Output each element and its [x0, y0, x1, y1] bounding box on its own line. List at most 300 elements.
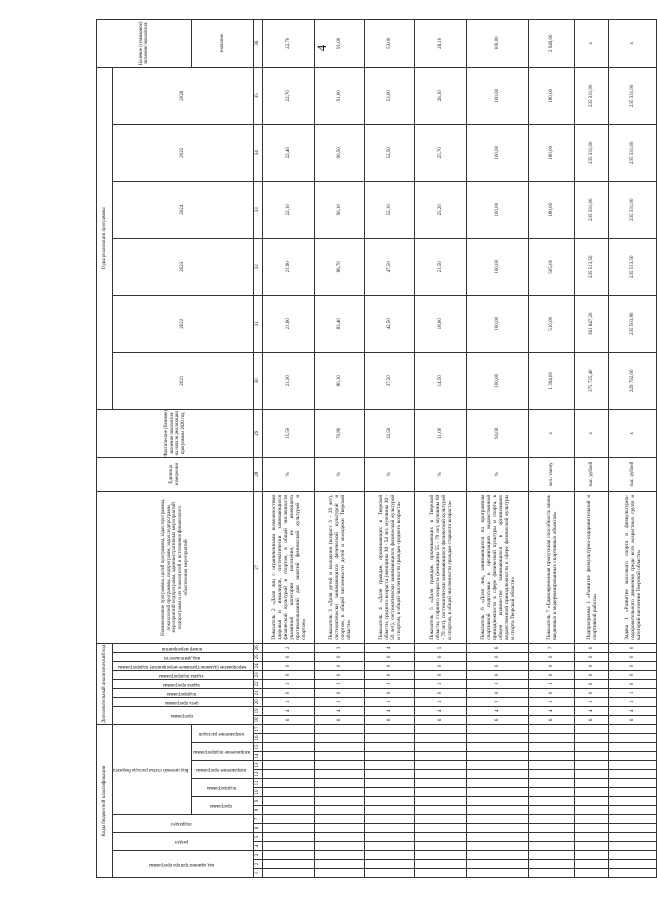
column-number: 8	[254, 806, 263, 815]
code-cell	[609, 779, 657, 788]
header-add-col	[113, 670, 254, 679]
header-label: подраздел	[171, 821, 193, 827]
row-year-value: 180,00	[529, 124, 575, 181]
code-cell	[529, 770, 575, 779]
code-cell	[365, 842, 415, 851]
code-cell	[467, 851, 529, 860]
code-cell	[609, 724, 657, 733]
row-year-value: 100,00	[467, 181, 529, 238]
code-cell	[415, 869, 467, 878]
code-cell: 6	[315, 715, 365, 724]
code-cell	[415, 752, 467, 761]
code-cell	[467, 788, 529, 797]
code-cell	[263, 779, 315, 788]
row-name: Показатель 7 «Единовременная пропускная способность вновь введенных и модернизированных спортивных объектов»	[529, 491, 575, 643]
header-year: 2026	[113, 67, 254, 124]
row-year-value: 235 503,80	[609, 295, 657, 352]
code-cell: 0	[575, 679, 609, 688]
code-cell	[415, 788, 467, 797]
row-target-value: 26,10	[415, 19, 467, 67]
code-cell	[365, 752, 415, 761]
code-cell	[315, 860, 365, 869]
row-year-value: 1 394,00	[529, 352, 575, 409]
row-year-value: 22,10	[263, 181, 315, 238]
code-cell: 0	[575, 670, 609, 679]
row-year-value: 21,60	[263, 295, 315, 352]
code-cell: 4	[467, 706, 529, 715]
code-cell	[609, 770, 657, 779]
code-cell	[415, 860, 467, 869]
column-number: 2	[254, 860, 263, 869]
code-cell: 1	[467, 697, 529, 706]
code-cell	[467, 734, 529, 743]
code-cell: 0	[315, 670, 365, 679]
header-section	[113, 833, 254, 851]
row-year-value: 361 647,20	[575, 295, 609, 352]
code-cell: 0	[415, 688, 467, 697]
code-cell	[467, 815, 529, 824]
code-cell	[529, 752, 575, 761]
header-code-admin	[113, 851, 254, 878]
code-cell	[609, 860, 657, 869]
column-number: 27	[254, 491, 263, 643]
column-number: 14	[254, 752, 263, 761]
row-year-value: 180,00	[529, 67, 575, 124]
header-add-col	[113, 697, 254, 706]
code-cell: 1	[529, 697, 575, 706]
header-label: Код целевой статьи расхода бюджета	[113, 767, 189, 773]
code-cell	[365, 824, 415, 833]
header-label: цель программы	[164, 699, 199, 705]
code-cell	[415, 815, 467, 824]
row-unit: %	[415, 457, 467, 491]
column-number: 36	[254, 19, 263, 67]
column-number: 32	[254, 238, 263, 295]
row-unit: тыс. рублей	[575, 457, 609, 491]
code-cell: 6	[365, 715, 415, 724]
header-program-direction	[192, 761, 254, 779]
row-unit: %	[315, 457, 365, 491]
table-row	[467, 19, 529, 877]
row-target-value: х	[575, 19, 609, 67]
code-cell: 1	[365, 697, 415, 706]
column-number: 16	[254, 734, 263, 743]
row-year-value: 235 331,00	[575, 181, 609, 238]
code-cell	[315, 761, 365, 770]
header-add-col	[113, 661, 254, 670]
header-label: раздел	[175, 839, 189, 845]
code-cell: 4	[575, 706, 609, 715]
row-year-value: 100,00	[467, 352, 529, 409]
header-label: программа	[170, 713, 193, 719]
code-cell	[575, 724, 609, 733]
row-fact-value: 70,80	[315, 409, 365, 457]
code-cell	[415, 797, 467, 806]
row-year-value: 235 331,00	[575, 124, 609, 181]
code-cell	[575, 797, 609, 806]
code-cell	[529, 797, 575, 806]
code-cell: 1	[609, 688, 657, 697]
column-number: 34	[254, 124, 263, 181]
row-unit: %	[365, 457, 415, 491]
column-number: 29	[254, 409, 263, 457]
code-cell: 0	[609, 679, 657, 688]
code-cell	[315, 779, 365, 788]
code-cell	[263, 734, 315, 743]
code-cell	[575, 788, 609, 797]
code-cell: 6	[575, 715, 609, 724]
code-cell	[263, 761, 315, 770]
column-number: 1	[254, 869, 263, 878]
code-cell: 5	[415, 643, 467, 652]
code-cell: 1	[609, 697, 657, 706]
code-cell	[263, 851, 315, 860]
code-cell	[467, 833, 529, 842]
header-add-col	[113, 688, 254, 697]
code-cell: 0	[263, 688, 315, 697]
code-cell: 1	[529, 679, 575, 688]
code-cell: 6	[529, 715, 575, 724]
code-cell	[575, 743, 609, 752]
code-cell	[263, 724, 315, 733]
code-cell	[529, 743, 575, 752]
row-fact-value: х	[575, 409, 609, 457]
row-year-value: 80,10	[315, 352, 365, 409]
code-cell: 2	[263, 643, 315, 652]
column-number: 9	[254, 797, 263, 806]
row-name: Подпрограмма 1 «Развитие физкультурно-оздоровительной и спортивной работы»	[575, 491, 609, 643]
code-cell	[263, 788, 315, 797]
row-year-value: 91,00	[315, 67, 365, 124]
table-row	[529, 19, 575, 877]
row-target-value: 91,00	[315, 19, 365, 67]
code-cell: 3	[315, 643, 365, 652]
column-number: 18	[254, 715, 263, 724]
row-year-value: 90,10	[315, 181, 365, 238]
row-name: Задача 1 «Развитие массового спорта и физкультурно-оздоровительного движения среди всех возрастных групп и категорий населения Тверской области»	[609, 491, 657, 643]
code-cell: 0	[365, 688, 415, 697]
code-cell	[467, 797, 529, 806]
code-cell	[315, 833, 365, 842]
code-cell	[263, 860, 315, 869]
code-cell: 6	[415, 715, 467, 724]
row-fact-value: х	[529, 409, 575, 457]
header-expense-direction	[192, 724, 254, 742]
code-cell	[263, 797, 315, 806]
column-number: 28	[254, 457, 263, 491]
code-cell	[263, 752, 315, 761]
row-year-value: 235 331,00	[575, 67, 609, 124]
code-cell: 7	[529, 643, 575, 652]
column-number: 3	[254, 851, 263, 860]
code-cell	[529, 779, 575, 788]
row-year-value: 235 513,50	[609, 238, 657, 295]
row-year-value: 22,40	[263, 124, 315, 181]
row-year-value: 235 513,50	[575, 238, 609, 295]
code-cell	[415, 851, 467, 860]
row-unit: %	[263, 457, 315, 491]
row-year-value: 100,00	[467, 295, 529, 352]
code-cell	[529, 761, 575, 770]
code-cell	[467, 724, 529, 733]
column-number: 7	[254, 815, 263, 824]
code-cell	[609, 797, 657, 806]
code-cell: 1	[415, 679, 467, 688]
code-cell	[575, 806, 609, 815]
row-year-value: 100,00	[467, 238, 529, 295]
code-cell	[609, 734, 657, 743]
row-year-value: 90,50	[315, 124, 365, 181]
table-row	[365, 19, 415, 877]
header-codes-group: Коды бюджетной классификации	[97, 724, 113, 877]
row-year-value: 83,40	[315, 295, 365, 352]
code-cell	[467, 770, 529, 779]
row-unit: %	[467, 457, 529, 491]
header-fact: Фактическое (базовое) значение показателя на начало реализации программы 2020 год	[97, 409, 254, 457]
code-cell	[415, 779, 467, 788]
code-cell: 6	[609, 715, 657, 724]
column-number: 4	[254, 842, 263, 851]
column-number: 25	[254, 652, 263, 661]
header-label: вид деятельности	[163, 654, 200, 660]
code-cell	[315, 806, 365, 815]
code-cell	[467, 842, 529, 851]
code-cell	[575, 761, 609, 770]
code-cell: 0	[529, 670, 575, 679]
code-cell	[263, 770, 315, 779]
column-number: 15	[254, 743, 263, 752]
row-year-value: 180,00	[529, 181, 575, 238]
code-cell	[467, 824, 529, 833]
header-subsection	[113, 815, 254, 833]
code-cell	[315, 770, 365, 779]
row-year-value: 375 725,40	[575, 352, 609, 409]
code-cell	[365, 869, 415, 878]
code-cell	[609, 842, 657, 851]
code-cell	[263, 806, 315, 815]
row-year-value: 510,00	[529, 295, 575, 352]
code-cell	[609, 824, 657, 833]
row-fact-value: 93,00	[467, 409, 529, 457]
code-cell	[529, 860, 575, 869]
code-cell: 0	[609, 652, 657, 661]
header-year: 2022	[113, 295, 254, 352]
code-cell	[415, 806, 467, 815]
code-cell	[529, 734, 575, 743]
row-year-value: 25,20	[415, 181, 467, 238]
rotated-table-container	[96, 21, 642, 878]
row-unit: тыс. рублей	[609, 457, 657, 491]
header-year: 2023	[113, 238, 254, 295]
row-year-value: 47,50	[365, 238, 415, 295]
code-cell: 0	[315, 652, 365, 661]
code-cell	[415, 833, 467, 842]
row-fact-value: х	[609, 409, 657, 457]
row-fact-value: 32,50	[365, 409, 415, 457]
header-label: номер мероприятия	[161, 645, 202, 651]
code-cell	[365, 833, 415, 842]
code-cell	[315, 743, 365, 752]
code-cell	[575, 833, 609, 842]
code-cell	[365, 797, 415, 806]
code-cell: 6	[467, 643, 529, 652]
row-year-value: 18,00	[415, 295, 467, 352]
header-target-article	[113, 724, 192, 814]
row-target-value: 53,00	[365, 19, 415, 67]
code-cell: 4	[415, 706, 467, 715]
code-cell: 0	[365, 652, 415, 661]
row-year-value: 52,10	[365, 181, 415, 238]
code-cell	[609, 788, 657, 797]
row-fact-value: 11,00	[415, 409, 467, 457]
code-cell: 0	[575, 688, 609, 697]
column-number: 30	[254, 352, 263, 409]
row-year-value: 235 331,00	[609, 67, 657, 124]
code-cell: 0	[467, 661, 529, 670]
row-year-value: 100,00	[467, 67, 529, 124]
table-row	[415, 19, 467, 877]
header-additional-code: Дополнительный аналитический код	[97, 643, 113, 724]
code-cell: 0	[575, 643, 609, 652]
code-cell	[575, 824, 609, 833]
code-cell: 0	[609, 670, 657, 679]
code-cell	[263, 815, 315, 824]
column-number: 11	[254, 779, 263, 788]
code-cell: 0	[467, 670, 529, 679]
row-year-value: 86,70	[315, 238, 365, 295]
code-cell	[575, 842, 609, 851]
code-cell	[315, 797, 365, 806]
row-target-value: х	[609, 19, 657, 67]
header-label: подпрограмма	[206, 785, 237, 791]
row-year-value: 25,70	[415, 124, 467, 181]
header-label: код администратора программы	[149, 861, 215, 867]
code-cell: 1	[467, 679, 529, 688]
code-cell	[609, 851, 657, 860]
code-cell	[575, 770, 609, 779]
code-cell	[575, 752, 609, 761]
row-name: Показатель 5 «Доля граждан, проживающих в Тверской области, старшего возраста (женщины 55 - 79 лет, мужчины 60 - 79 лет), систематически занимающихся физической культурой и спортом, в общей численности граждан старшего возраста»	[415, 491, 467, 643]
column-number: 10	[254, 788, 263, 797]
header-year: 2024	[113, 181, 254, 238]
code-cell: 0	[575, 652, 609, 661]
row-year-value: 235 331,00	[609, 181, 657, 238]
code-cell	[365, 806, 415, 815]
code-cell	[575, 779, 609, 788]
code-cell	[529, 806, 575, 815]
code-cell: 4	[365, 706, 415, 715]
code-cell	[263, 833, 315, 842]
column-number: 31	[254, 295, 263, 352]
row-year-value: 42,50	[365, 295, 415, 352]
row-fact-value: 15,50	[263, 409, 315, 457]
code-cell	[575, 815, 609, 824]
code-cell: 0	[575, 661, 609, 670]
code-cell	[263, 743, 315, 752]
table-row	[609, 19, 657, 877]
code-cell	[529, 788, 575, 797]
code-cell	[467, 761, 529, 770]
header-label: направление подпрограммы	[192, 749, 251, 755]
page-number: 4	[314, 44, 329, 52]
header-add-program	[113, 706, 254, 724]
code-cell	[609, 815, 657, 824]
row-year-value: 100,00	[467, 124, 529, 181]
code-cell	[467, 860, 529, 869]
header-subprogram	[192, 779, 254, 797]
code-cell	[365, 734, 415, 743]
header-row	[97, 19, 113, 877]
header-add-col	[113, 652, 254, 661]
code-cell: 6	[467, 715, 529, 724]
code-cell: 0	[365, 661, 415, 670]
code-cell: 0	[263, 652, 315, 661]
table-row	[315, 19, 365, 877]
row-year-value: 21,30	[263, 352, 315, 409]
code-cell	[315, 824, 365, 833]
code-cell	[315, 815, 365, 824]
code-cell	[365, 779, 415, 788]
code-cell	[263, 824, 315, 833]
row-year-value: 21,50	[415, 238, 467, 295]
code-cell: 4	[365, 643, 415, 652]
row-year-value: 229 792,00	[609, 352, 657, 409]
row-name: Показатель 4 «Доля граждан, проживающих в Тверской области, среднего возраста (женщины 30 - 54 лет, мужчины 30 - 59 лет), систематически занимающихся физической культурой и спортом, в общей численности граждан среднего возраста»	[365, 491, 415, 643]
code-cell: 0	[529, 652, 575, 661]
code-cell: 4	[315, 706, 365, 715]
code-cell: 0	[467, 688, 529, 697]
column-number: 33	[254, 181, 263, 238]
row-name: Показатель 2 «Доля лиц с ограниченными возможностями здоровья и инвалидов, систематически занимающихся физической культурой и спортом, в общей численности указанной категории населения, не имеющего противопоказаний для занятий физической культурой и спортом»	[263, 491, 315, 643]
column-number: 35	[254, 67, 263, 124]
code-cell	[415, 761, 467, 770]
code-cell	[575, 851, 609, 860]
code-cell	[609, 761, 657, 770]
code-cell	[529, 824, 575, 833]
row-name: Показатель 6 «Доля лиц, занимающихся по программам спортивной подготовки в организациях ведомственной принадлежности к сфере физической культуры и спорта, в общем количестве занимающихся в организациях ведомственной принадлежности к сфере физической культуры и спорта Тверской области»	[467, 491, 529, 643]
code-cell	[315, 851, 365, 860]
code-cell	[415, 743, 467, 752]
code-cell: 0	[609, 661, 657, 670]
code-cell	[365, 860, 415, 869]
code-cell	[365, 788, 415, 797]
code-cell	[365, 815, 415, 824]
code-cell	[315, 734, 365, 743]
code-cell	[609, 752, 657, 761]
row-year-value: 22,70	[263, 67, 315, 124]
header-name: Наименование программы, целей программы, задач программы, показателей программы, подпрограмм, задач подпрограмм, мероприятий подпрограмм, административных мероприятий подпрограмм и их показателей и источников финансового обеспечения мероприятий	[97, 491, 254, 643]
code-cell	[529, 815, 575, 824]
column-number: 13	[254, 761, 263, 770]
code-cell	[263, 842, 315, 851]
code-cell: 6	[263, 715, 315, 724]
code-cell	[415, 734, 467, 743]
header-label: задача программы	[163, 681, 201, 687]
column-number: 17	[254, 724, 263, 733]
code-cell	[415, 842, 467, 851]
header-target: Целевое (суммарное) значение показателя	[97, 19, 192, 67]
code-cell: 1	[263, 697, 315, 706]
code-cell	[365, 743, 415, 752]
code-cell	[529, 869, 575, 878]
row-target-value: 100,00	[467, 19, 529, 67]
code-cell	[315, 842, 365, 851]
code-cell: 1	[315, 679, 365, 688]
row-year-value: 52,50	[365, 124, 415, 181]
row-year-value: 505,00	[529, 238, 575, 295]
code-cell	[575, 860, 609, 869]
code-cell: 0	[609, 643, 657, 652]
